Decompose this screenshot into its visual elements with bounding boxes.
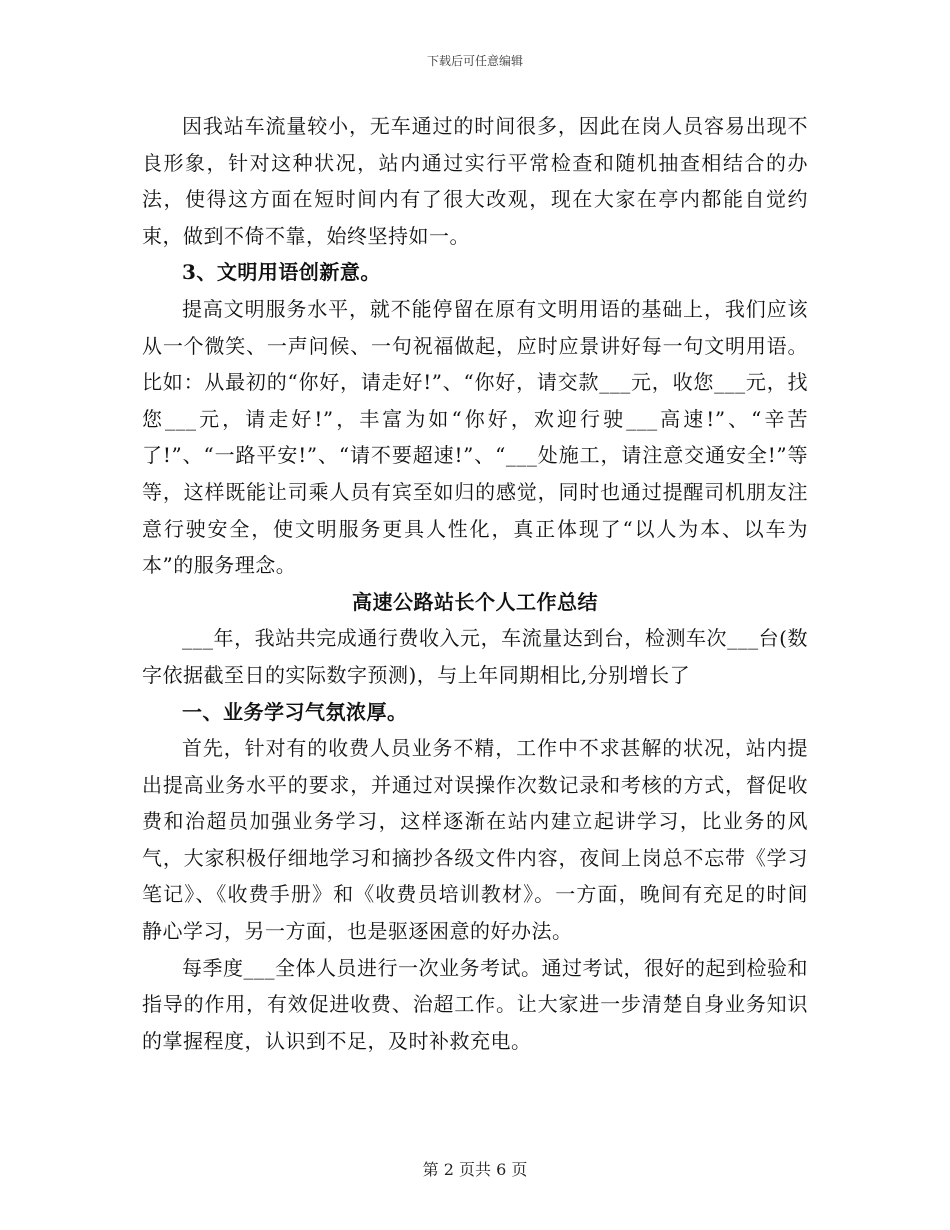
section-heading-study-atmosphere: 一、业务学习气氛浓厚。 <box>182 699 408 724</box>
paragraph-study-requirements: 首先，针对有的收费人员业务不精，工作中不求甚解的状况，站内提出提高业务水平的要求，并通过对误操作次数记录和考核的方式，督促收费和治超员加强业务学习，这样逐渐在站内建立起讲学习，比业务的风气，大家积极仔细地学习和摘抄各级文件内容，夜间上岗总不忘带《学习笔记》、《收费手册》和《收费员培训教材》。一方面，晚间有充足的时间静心学习，另一方面，也是驱逐困意的好办法。 <box>142 736 808 944</box>
paragraph-annual-summary: ___年，我站共完成通行费收入元，车流量达到台，检测车次___台(数字依据截至日的实际数字预测)，与上年同期相比,分别增长了 <box>142 626 808 687</box>
document-body <box>142 108 808 1059</box>
section-heading-civil-language: 3、文明用语创新意。 <box>182 260 381 285</box>
page-header-note: 下载后可任意编辑 <box>426 54 523 68</box>
paragraph-quarterly-exam: 每季度___全体人员进行一次业务考试。通过考试，很好的起到检验和指导的作用，有效促进收费、治超工作。让大家进一步清楚自身业务知识的掌握程度，认识到不足，及时补救充电。 <box>142 955 808 1053</box>
paragraph-station-conduct: 因我站车流量较小，无车通过的时间很多，因此在岗人员容易出现不良形象，针对这种状况，站内通过实行平常检查和随机抽查相结合的办法，使得这方面在短时间内有了很大改观，现在大家在亭内都能自觉约束，做到不倚不靠，始终坚持如一。 <box>142 114 808 248</box>
page-number-footer: 第 2 页共 6 页 <box>422 1160 528 1179</box>
document-title: 高速公路站长个人工作总结 <box>352 589 598 614</box>
paragraph-civil-language: 提高文明服务水平，就不能停留在原有文明用语的基础上，我们应该从一个微笑、一声问候、一句祝福做起，应时应景讲好每一句文明用语。比如：从最初的“你好，请走好!”、“你好，请交款___元，收您___元，找您___元，请走好!”，丰富为如“你好，欢迎行驶___高速!”、“辛苦了!”、“一路平安!”、“请不要超速!”、“___处施工，请注意交通安全!”等等，这样既能让司乘人员有宾至如归的感觉，同时也通过提醒司机朋友注意行驶安全，使文明服务更具人性化，真正体现了“以人为本、以车为本”的服务理念。 <box>142 296 808 578</box>
